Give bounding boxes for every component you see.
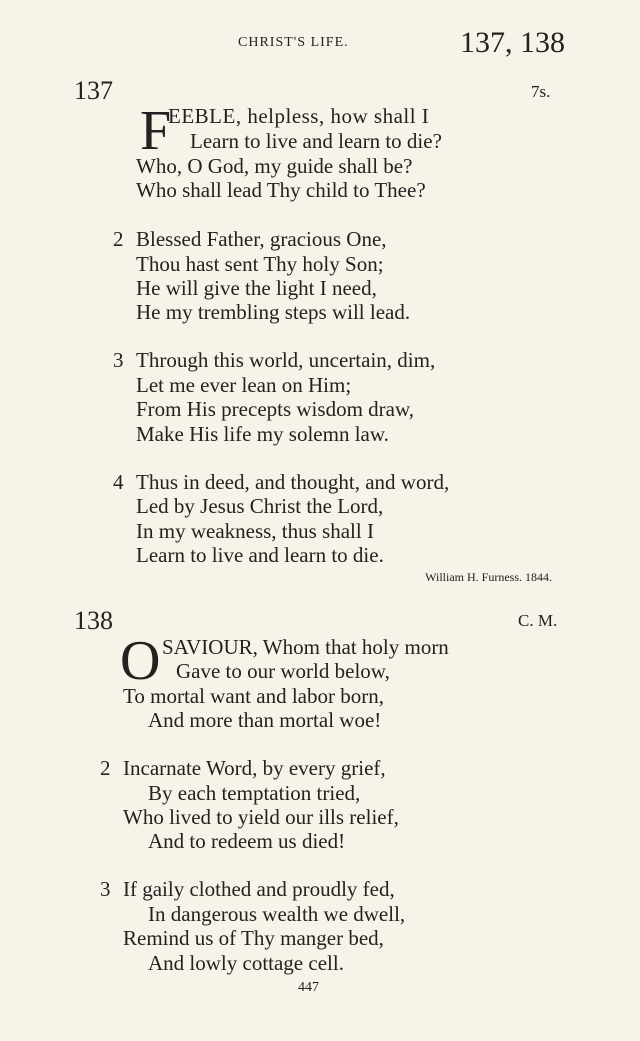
hymn-138-verse-number-3: 3 bbox=[100, 877, 111, 901]
hymn-137-first-word: EEBLE, helpless, how shall I bbox=[168, 104, 430, 128]
hymn-138-s1-line3: To mortal want and labor born, bbox=[123, 684, 384, 708]
hymn-138-s1-line2: Gave to our world below, bbox=[176, 659, 390, 683]
hymn-137-s1-line2: Learn to live and learn to die? bbox=[190, 129, 442, 153]
hymn-137-s3-line4: Make His life my solemn law. bbox=[136, 422, 389, 446]
hymn-138-s3-line4: And lowly cottage cell. bbox=[148, 951, 344, 975]
hymn-137-s3-line1: Through this world, uncertain, dim, bbox=[136, 348, 436, 372]
hymn-138-verse-number-2: 2 bbox=[100, 756, 111, 780]
running-header-hymn-numbers: 137, 138 bbox=[460, 26, 565, 59]
hymn-137-s4-line4: Learn to live and learn to die. bbox=[136, 543, 384, 567]
hymn-138-s2-line2: By each temptation tried, bbox=[148, 781, 361, 805]
hymn-137-s4-line2: Led by Jesus Christ the Lord, bbox=[136, 494, 384, 518]
hymn-137-s4-line3: In my weakness, thus shall I bbox=[136, 519, 374, 543]
page-number: 447 bbox=[298, 980, 319, 995]
hymn-137-s2-line1: Blessed Father, gracious One, bbox=[136, 227, 387, 251]
hymn-138-s3-line2: In dangerous wealth we dwell, bbox=[148, 902, 406, 926]
hymn-138-s2-line1: Incarnate Word, by every grief, bbox=[123, 756, 386, 780]
hymn-137-s3-line2: Let me ever lean on Him; bbox=[136, 373, 352, 397]
hymn-137-s2-line4: He my trembling steps will lead. bbox=[136, 300, 411, 324]
hymn-138-s3-line1: If gaily clothed and proudly fed, bbox=[123, 877, 395, 901]
hymn-137-drop-cap: F bbox=[140, 100, 172, 162]
hymn-137-meter: 7s. bbox=[531, 82, 551, 101]
hymn-number-138: 138 bbox=[74, 606, 113, 635]
hymn-137-s4-line1: Thus in deed, and thought, and word, bbox=[136, 470, 450, 494]
running-header-title: CHRIST'S LIFE. bbox=[238, 35, 349, 50]
hymn-137-verse-number-4: 4 bbox=[113, 470, 124, 494]
hymn-137-verse-number-3: 3 bbox=[113, 348, 124, 372]
hymn-number-137: 137 bbox=[74, 76, 113, 105]
hymn-137-attribution: William H. Furness. 1844. bbox=[425, 570, 552, 584]
hymn-137-s2-line3: He will give the light I need, bbox=[136, 276, 377, 300]
hymn-138-s2-line4: And to redeem us died! bbox=[148, 829, 346, 853]
hymn-138-s2-line3: Who lived to yield our ills relief, bbox=[123, 805, 399, 829]
hymn-137-s1-line3: Who, O God, my guide shall be? bbox=[136, 154, 413, 178]
hymn-138-s1-line1: SAVIOUR, Whom that holy morn bbox=[162, 635, 449, 659]
hymn-138-s1-line4: And more than mortal woe! bbox=[148, 708, 382, 732]
hymn-138-drop-cap: O bbox=[120, 630, 161, 692]
hymn-137-s2-line2: Thou hast sent Thy holy Son; bbox=[136, 252, 384, 276]
hymn-138-meter: C. M. bbox=[518, 611, 558, 630]
hymn-137-s1-line4: Who shall lead Thy child to Thee? bbox=[136, 178, 426, 202]
hymn-137-s3-line3: From His precepts wisdom draw, bbox=[136, 397, 415, 421]
hymn-137-verse-number-2: 2 bbox=[113, 227, 124, 251]
hymn-138-s3-line3: Remind us of Thy manger bed, bbox=[123, 926, 384, 950]
